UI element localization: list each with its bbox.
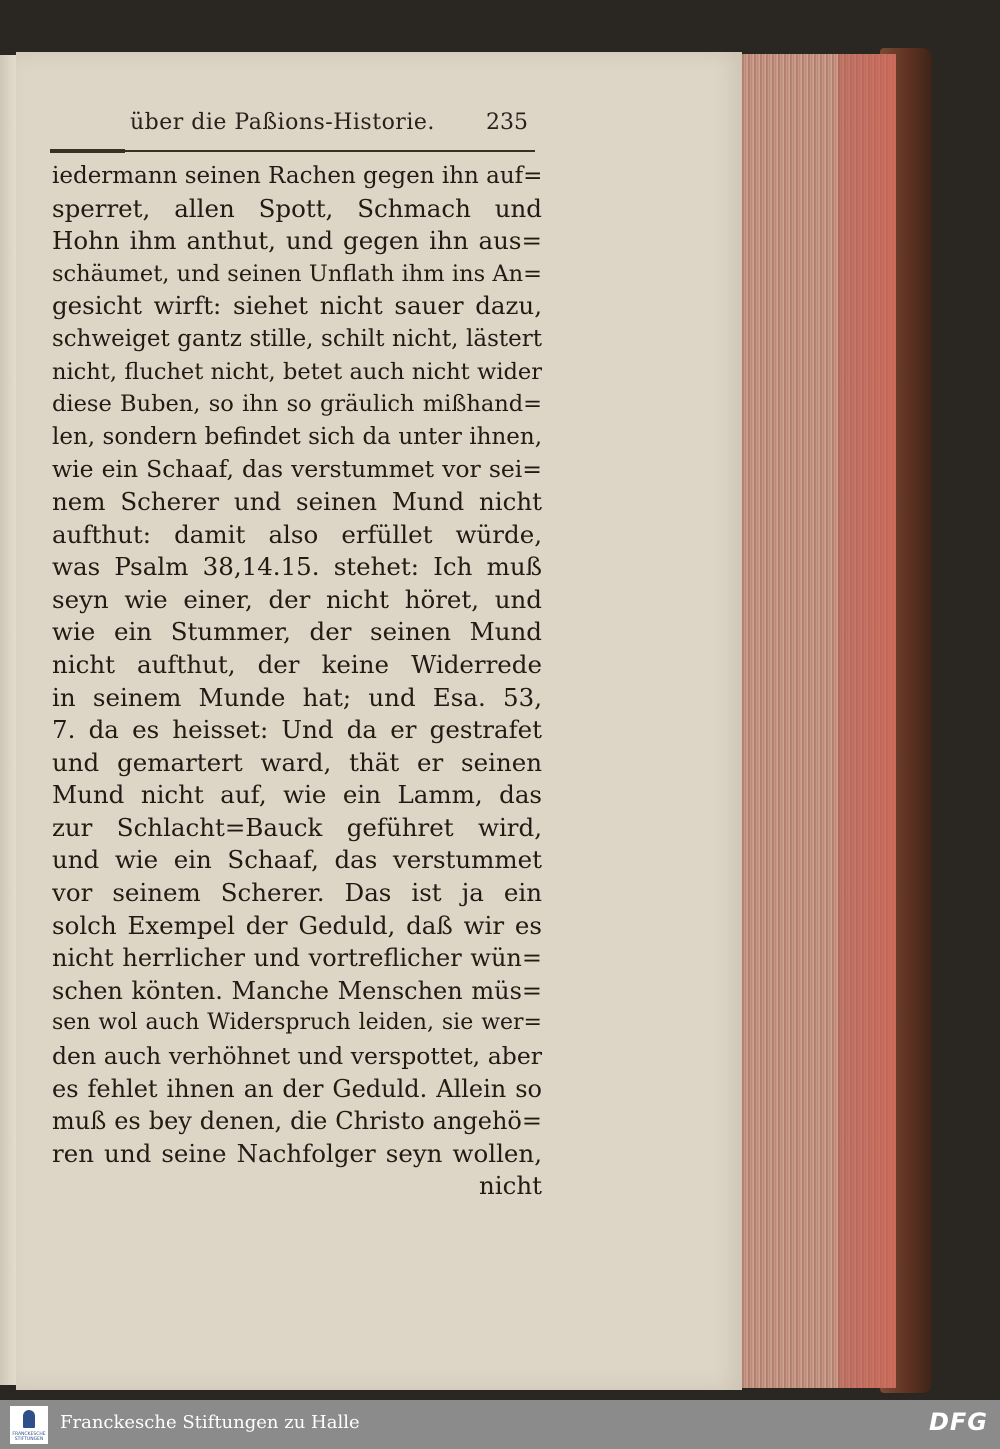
text-line: vor seinem Scherer. Das ist ja ein xyxy=(52,878,542,908)
text-line: schen könten. Manche Menschen müs= xyxy=(52,976,542,1005)
text-line: diese Buben, so ihn so gräulich mißhand= xyxy=(52,391,542,418)
text-line: nicht, fluchet nicht, betet auch nicht wider xyxy=(52,358,542,385)
text-line: und wie ein Schaaf, das verstummet xyxy=(52,845,542,875)
page-fore-edge xyxy=(738,54,896,1388)
page-number: 235 xyxy=(486,110,528,135)
text-line: Mund nicht auf, wie ein Lamm, das xyxy=(52,780,542,810)
text-line: nicht herrlicher und vortreflicher wün= xyxy=(52,944,542,973)
text-line: aufthut: damit also erfüllet würde, xyxy=(52,519,542,549)
text-line: den auch verhöhnet und verspottet, aber xyxy=(52,1042,542,1071)
text-line: und gemartert ward, thät er seinen xyxy=(52,747,542,777)
text-line: gesicht wirft: siehet nicht sauer dazu, xyxy=(52,291,542,321)
text-line: schweiget gantz stille, schilt nicht, lästert xyxy=(52,325,542,352)
text-line: sperret, allen Spott, Schmach und xyxy=(52,193,542,223)
text-line: solch Exempel der Geduld, daß wir es xyxy=(52,910,542,940)
text-line: nicht aufthut, der keine Widerrede xyxy=(52,649,542,679)
text-line: muß es bey denen, die Christo angehö= xyxy=(52,1107,542,1136)
text-line: schäumet, und seinen Unflath ihm ins An= xyxy=(52,260,542,287)
text-line: was Psalm 38,14.15. stehet: Ich muß xyxy=(52,552,542,582)
running-head: über die Paßions-Historie. xyxy=(130,110,435,135)
text-line: sen wol auch Widerspruch leiden, sie wer= xyxy=(52,1010,542,1036)
text-line: 7. da es heisset: Und da er gestrafet xyxy=(52,715,542,745)
text-line: nem Scherer und seinen Mund nicht xyxy=(52,486,542,516)
text-line: seyn wie einer, der nicht höret, und xyxy=(52,584,542,614)
text-line: zur Schlacht=Bauck geführet wird, xyxy=(52,812,542,842)
text-line: Hohn ihm anthut, und gegen ihn aus= xyxy=(52,226,542,256)
text-line: wie ein Stummer, der seinen Mund xyxy=(52,617,542,647)
text-line: ren und seine Nachfolger seyn wollen, xyxy=(52,1138,542,1168)
header-rule-accent xyxy=(50,149,125,153)
text-line: iedermann seinen Rachen gegen ihn auf= xyxy=(52,163,542,189)
footer-banner xyxy=(0,1400,1000,1449)
text-line: es fehlet ihnen an der Geduld. Allein so xyxy=(52,1074,542,1103)
body-text xyxy=(52,160,542,1203)
text-line: wie ein Schaaf, das verstummet vor sei= xyxy=(52,455,542,484)
dfg-logo[interactable]: DFG xyxy=(928,1408,988,1436)
building-icon xyxy=(23,1410,35,1428)
institution-logo[interactable] xyxy=(10,1406,48,1444)
institution-name: Franckesche Stiftungen zu Halle xyxy=(60,1412,360,1433)
catchword: nicht xyxy=(479,1171,542,1201)
logo-caption: FRANCKESCHE STIFTUNGEN xyxy=(12,1432,46,1442)
text-line: in seinem Munde hat; und Esa. 53, xyxy=(52,682,542,712)
text-line: len, sondern befindet sich da unter ihnen, xyxy=(52,423,542,450)
previous-page-edge xyxy=(0,55,16,1385)
